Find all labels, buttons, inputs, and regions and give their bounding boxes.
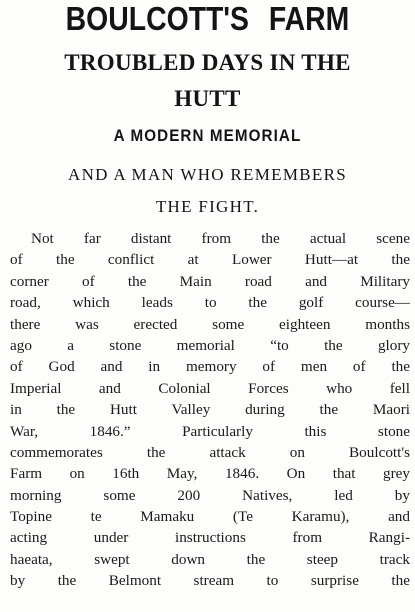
body-line: corner of the Main road and Military: [10, 272, 410, 290]
body-line: there was erected some eighteen months: [10, 315, 410, 333]
body-line: acting under instructions from Rangi-: [10, 529, 410, 547]
subheadline-line-2: HUTT: [174, 86, 241, 111]
subheadline-line-1: TROUBLED DAYS IN THE: [64, 50, 351, 75]
deck-line-1: AND A MAN WHO REMEMBERS: [68, 165, 347, 184]
body-line: morning some 200 Natives, led by: [10, 486, 410, 504]
body-line: of the conflict at Lower Hutt—at the: [10, 251, 410, 269]
body-line: War, 1846.” Particularly this stone: [10, 422, 410, 440]
body-line: Not far distant from the actual scene: [31, 230, 410, 247]
body-line: road, which leads to the golf course—: [10, 294, 410, 312]
body-line: haeata, swept down the steep track: [10, 550, 410, 568]
body-line: Imperial and Colonial Forces who fell: [10, 379, 410, 397]
body-line: ago a stone memorial “to the glory: [10, 336, 410, 354]
section-heading: A MODERN MEMORIAL: [113, 127, 302, 145]
article-body: [10, 228, 410, 592]
body-line: Topine te Mamaku (Te Karamu), and: [10, 508, 410, 526]
headline: BOULCOTT'S FARM: [65, 0, 350, 37]
body-line: Farm on 16th May, 1846. On that grey: [10, 465, 410, 483]
body-line: by the Belmont stream to surprise the: [10, 572, 410, 590]
deck-line-2: THE FIGHT.: [155, 197, 260, 216]
body-line: commemorates the attack on Boulcott's: [10, 443, 410, 461]
body-line: in the Hutt Valley during the Maori: [10, 401, 410, 419]
body-line: of God and in memory of men of the: [10, 358, 410, 376]
